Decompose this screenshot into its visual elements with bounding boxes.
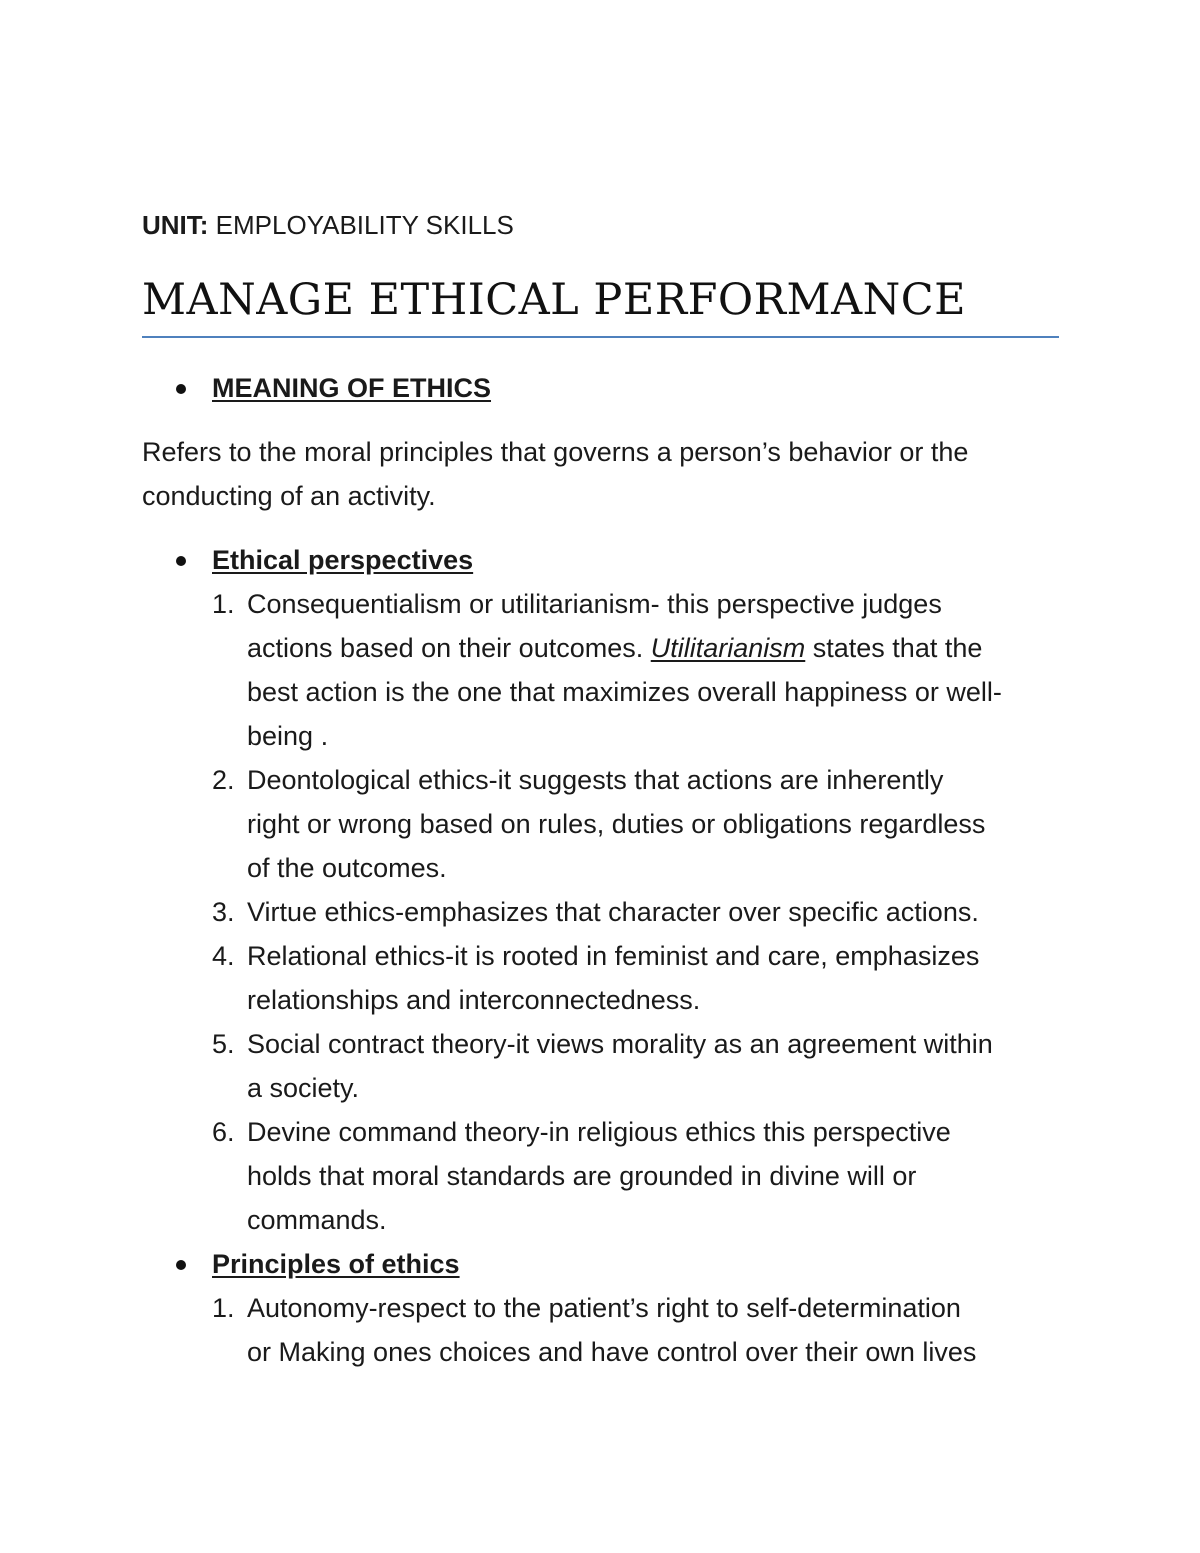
list-line: Social contract theory-it views morality as an agreement within (247, 1029, 993, 1059)
list-line: Virtue ethics-emphasizes that character over specific actions. (247, 897, 979, 927)
section-heading-principles: Principles of ethics (212, 1249, 460, 1279)
list-item (142, 582, 1060, 758)
paragraph-line: conducting of an activity. (142, 481, 436, 511)
title-divider (142, 336, 1059, 338)
list-text: states that the (805, 633, 983, 663)
list-text: actions based on their outcomes. (247, 633, 651, 663)
list-line: best action is the one that maximizes overall happiness or well- (247, 677, 1002, 707)
list-line: Devine command theory-in religious ethics this perspective (247, 1117, 951, 1147)
list-number: 1. (212, 1293, 235, 1323)
list-line: relationships and interconnectedness. (247, 985, 701, 1015)
list-item (142, 1110, 1060, 1242)
page-title: MANAGE ETHICAL PERFORMANCE (142, 275, 967, 325)
list-number: 4. (212, 941, 235, 971)
list-line: Deontological ethics-it suggests that actions are inherently (247, 765, 944, 795)
bullet-ethical-perspectives (142, 538, 1060, 582)
list-item (142, 890, 1060, 934)
list-line: holds that moral standards are grounded in divine will or (247, 1161, 917, 1191)
list-number: 1. (212, 589, 235, 619)
list-number: 5. (212, 1029, 235, 1059)
bullet-principles-of-ethics (142, 1242, 1060, 1286)
list-item (142, 758, 1060, 890)
paragraph-line: Refers to the moral principles that governs a person’s behavior or the (142, 437, 969, 467)
bullet-meaning-of-ethics (142, 366, 1060, 410)
list-line: or Making ones choices and have control over their own lives (247, 1337, 977, 1367)
principles-list (142, 1286, 1060, 1374)
document-body (142, 366, 1060, 1374)
unit-value: EMPLOYABILITY SKILLS (215, 210, 514, 240)
list-item (142, 1286, 1060, 1374)
bullet-dot-icon (176, 556, 186, 566)
list-line: Autonomy-respect to the patient’s right to self-determination (247, 1293, 961, 1323)
section-heading-meaning: MEANING OF ETHICS (212, 373, 492, 403)
list-item (142, 1022, 1060, 1110)
list-number: 2. (212, 765, 235, 795)
list-line: Relational ethics-it is rooted in feminist and care, emphasizes (247, 941, 980, 971)
list-line: of the outcomes. (247, 853, 447, 883)
list-line: a society. (247, 1073, 360, 1103)
list-item (142, 934, 1060, 1022)
list-number: 3. (212, 897, 235, 927)
list-line (247, 626, 1060, 670)
unit-label: UNIT: (142, 210, 209, 240)
list-number: 6. (212, 1117, 235, 1147)
perspectives-list (142, 582, 1060, 1242)
meaning-paragraph (142, 430, 1060, 518)
list-line: right or wrong based on rules, duties or obligations regardless (247, 809, 986, 839)
section-heading-perspectives: Ethical perspectives (212, 545, 474, 575)
bullet-dot-icon (176, 384, 186, 394)
list-line: being . (247, 721, 329, 751)
list-line: commands. (247, 1205, 387, 1235)
bullet-dot-icon (176, 1260, 186, 1270)
emphasized-term: Utilitarianism (650, 633, 806, 663)
list-line: Consequentialism or utilitarianism- this perspective judges (247, 589, 942, 619)
unit-line (142, 208, 514, 242)
